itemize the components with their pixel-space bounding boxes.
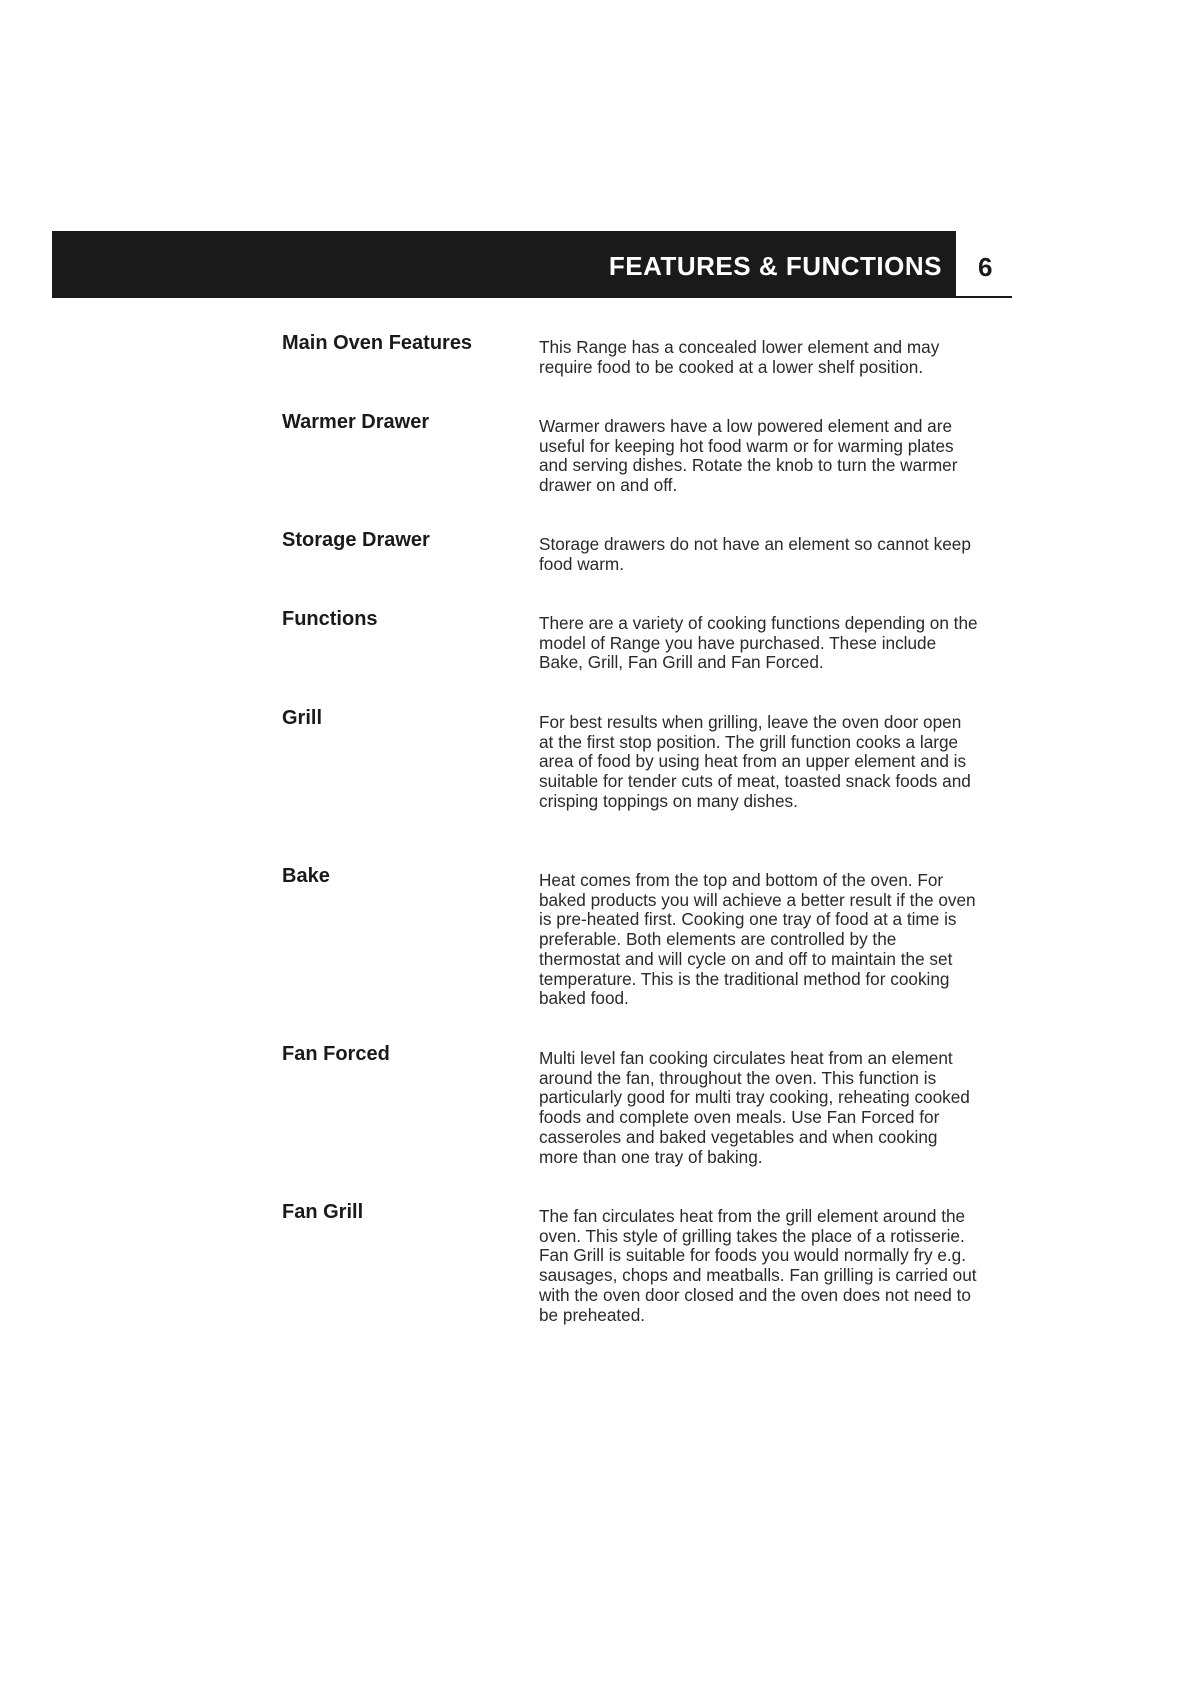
- section-text: Warmer drawers have a low powered element and are useful for keeping hot food warm or for warming plates and serving dishes. Rotate the knob to turn the warmer drawer on and off.: [539, 416, 958, 496]
- section-text: Heat comes from the top and bottom of the oven. For baked products you will achieve a better result if the oven is pre-heated first. Cooking one tray of food at a time is preferable. Both elements are controlled by the thermostat and will cycle on and off to maintain the set temperature. This is the traditional method for cooking baked food.: [539, 870, 976, 1009]
- section-label: Fan Forced: [282, 1043, 390, 1065]
- section-label: Fan Grill: [282, 1201, 364, 1223]
- section-text: For best results when grilling, leave the oven door open at the first stop position. The grill function cooks a large area of food by using heat from an upper element and is suitable for tender cuts of meat, toasted snack foods and crisping toppings on many dishes.: [539, 712, 971, 811]
- section-label: Main Oven Features: [282, 332, 473, 354]
- header-rule: [956, 296, 1012, 298]
- section-text: This Range has a concealed lower element and may require food to be cooked at a lower shelf position.: [539, 337, 940, 377]
- page-number: 6: [978, 252, 993, 282]
- section-text: The fan circulates heat from the grill element around the oven. This style of grilling takes the place of a rotisserie. Fan Grill is suitable for foods you would normally fry e.g. sausages, chops and meatballs. Fan grilling is carried out with the oven door closed and the oven does not need to be preheated.: [539, 1206, 977, 1325]
- section-label: Functions: [282, 608, 378, 630]
- section-label: Storage Drawer: [282, 529, 430, 551]
- section-text: Multi level fan cooking circulates heat from an element around the fan, throughout the oven. This function is particularly good for multi tray cooking, reheating cooked foods and complete oven meals. Use Fan Forced for casseroles and baked vegetables and when cooking more than one tray of baking.: [539, 1048, 970, 1167]
- header-bar: [52, 231, 956, 298]
- section-label: Grill: [282, 707, 323, 729]
- section-text: Storage drawers do not have an element so cannot keep food warm.: [539, 534, 971, 574]
- section-label: Bake: [282, 865, 330, 887]
- page-title: FEATURES & FUNCTIONS: [608, 251, 942, 281]
- section-text: There are a variety of cooking functions depending on the model of Range you have purchased. These include Bake, Grill, Fan Grill and Fan Forced.: [539, 613, 978, 673]
- section-label: Warmer Drawer: [282, 411, 430, 433]
